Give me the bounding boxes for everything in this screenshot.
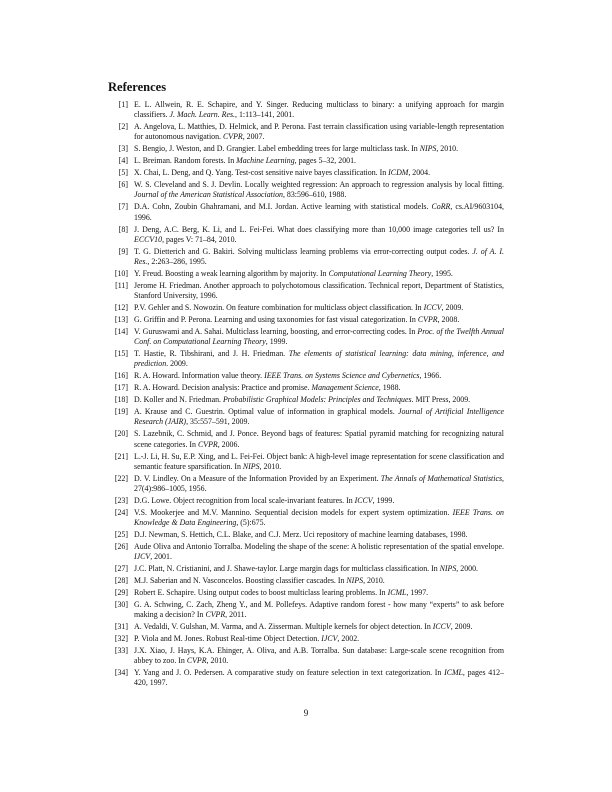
- reference-text: [134, 144, 504, 154]
- reference-segment: D. Koller and N. Friedman.: [134, 395, 223, 405]
- reference-number: [8]: [118, 224, 128, 234]
- reference-item: [108, 247, 504, 268]
- reference-segment: Aude Oliva and Antonio Torralba. Modeling the shape of the scene: A holistic representation of the spatial envelope.: [134, 541, 504, 551]
- reference-number: [21]: [114, 451, 128, 461]
- reference-segment: , cs.AI/9603104, 1996.: [134, 202, 504, 222]
- reference-segment: L.-J. Li, H. Su, E.P. Xing, and L. Fei-Fei. Object bank: A high-level image representation for scene classification and semantic feature sparsification. In: [134, 451, 504, 471]
- reference-venue: IEEE Trans. on Knowledge & Data Engineering: [134, 507, 504, 528]
- reference-number: [4]: [118, 156, 128, 166]
- reference-segment: G. Griffin and P. Perona. Learning and using taxonomies for fast visual categorization. In: [134, 315, 418, 324]
- reference-number: [9]: [118, 246, 128, 256]
- reference-number: [7]: [118, 202, 128, 212]
- reference-venue: CVPR: [417, 315, 438, 324]
- reference-text: [134, 371, 504, 381]
- reference-segment: , 2002.: [337, 634, 360, 644]
- reference-text: [134, 349, 504, 370]
- reference-segment: , 2:263–286, 1995.: [147, 257, 207, 266]
- reference-item: [108, 395, 504, 405]
- reference-venue: CVPR: [186, 656, 207, 666]
- reference-text: [134, 407, 504, 428]
- reference-text: [134, 247, 504, 268]
- reference-segment: , 2010.: [259, 461, 282, 471]
- reference-text: [134, 530, 504, 540]
- reference-segment: D.G. Lowe. Object recognition from local scale-invariant features. In: [134, 495, 355, 505]
- reference-item: [108, 371, 504, 381]
- reference-text: [134, 508, 504, 529]
- reference-venue: IJCV: [321, 634, 338, 644]
- reference-text: [134, 634, 504, 644]
- reference-segment: S. Lazebnik, C. Schmid, and J. Ponce. Beyond bags of features: Spatial pyramid matching for recognizing natural scene categories. In: [134, 429, 504, 449]
- reference-text: [134, 395, 504, 405]
- reference-number: [24]: [114, 507, 128, 517]
- reference-segment: T. Hastie, R. Tibshirani, and J. H. Friedman.: [134, 349, 289, 359]
- reference-segment: , 1988.: [378, 383, 401, 393]
- reference-number: [29]: [114, 588, 128, 597]
- reference-segment: W. S. Cleveland and S. J. Devlin. Locally weighted regression: An approach to regression analysis by local fitting.: [134, 180, 504, 190]
- reference-segment: , 2010.: [436, 144, 459, 154]
- reference-item: [108, 407, 504, 428]
- reference-segment: G. A. Schwing, C. Zach, Zheng Y., and M. Pollefeys. Adaptive random forest - how many “experts” to ask before making a decision? In: [134, 599, 504, 620]
- reference-segment: P.V. Gehler and S. Nowozin. On feature combination for multiclass object classification. In: [134, 303, 424, 313]
- reference-item: [108, 315, 504, 325]
- reference-number: [1]: [118, 100, 128, 109]
- reference-segment: , 2006.: [217, 439, 240, 449]
- reference-number: [18]: [114, 395, 128, 405]
- reference-number: [25]: [114, 530, 128, 539]
- reference-number: [22]: [114, 473, 128, 483]
- reference-segment: V. Guruswami and A. Sahai. Multiclass learning, boosting, and error-correcting codes. In: [134, 326, 418, 336]
- reference-item: [108, 225, 504, 246]
- reference-segment: Y. Freud. Boosting a weak learning algorithm by majority. In: [134, 268, 329, 278]
- reference-segment: Robert E. Schapire. Using output codes to boost multiclass learing problems. In: [134, 588, 388, 597]
- reference-segment: , 2011.: [225, 610, 247, 620]
- reference-text: [134, 168, 504, 178]
- reference-venue: CVPR: [197, 439, 218, 449]
- reference-number: [28]: [114, 576, 128, 586]
- reference-segment: , 2008.: [437, 315, 460, 324]
- reference-number: [13]: [114, 315, 128, 324]
- reference-text: [134, 383, 504, 393]
- reference-number: [20]: [114, 429, 128, 439]
- reference-item: [108, 349, 504, 370]
- reference-venue: ICCV: [354, 495, 373, 505]
- reference-item: [108, 622, 504, 632]
- reference-segment: T. G. Dietterich and G. Bakiri. Solving multiclass learning problems via error-correcting output codes.: [134, 246, 473, 256]
- reference-segment: R. A. Howard. Information value theory.: [134, 371, 265, 381]
- reference-number: [15]: [114, 349, 128, 359]
- reference-text: [134, 588, 504, 598]
- reference-segment: J.X. Xiao, J. Hays, K.A. Ehinger, A. Oliva, and A.B. Torralba. Sun database: Large-scale scene recognition from abbey to zoo. In: [134, 646, 504, 666]
- reference-item: [108, 564, 504, 574]
- reference-segment: A. Angelova, L. Matthies, D. Helmick, and P. Perona. Fast terrain classification using variable-length representation for autonomous navigation.: [134, 122, 504, 142]
- reference-number: [17]: [114, 383, 128, 393]
- reference-venue: CVPR: [205, 610, 226, 620]
- reference-item: [108, 508, 504, 529]
- reference-text: [134, 564, 504, 574]
- reference-venue: ICDM: [388, 168, 409, 178]
- reference-text: [134, 100, 504, 121]
- reference-venue: NIPS: [419, 144, 437, 154]
- reference-venue: IEEE Trans. on Systems Science and Cybernetics: [264, 371, 420, 381]
- reference-venue: Computational Learning Theory: [328, 268, 432, 278]
- reference-segment: , 2004.: [408, 168, 431, 178]
- reference-segment: , 1999.: [372, 495, 395, 505]
- reference-number: [10]: [114, 268, 128, 278]
- reference-venue: Proc. of the Twelfth Annual Conf. on Computational Learning Theory: [134, 326, 504, 347]
- reference-number: [3]: [118, 144, 128, 154]
- reference-segment: , 2007.: [242, 132, 265, 142]
- reference-venue: ICCV: [432, 622, 451, 632]
- reference-segment: D.J. Newman, S. Hettich, C.L. Blake, and C.J. Merz. Uci repository of machine learning databases, 1998.: [134, 530, 468, 539]
- reference-text: [134, 202, 504, 223]
- section-title: References: [108, 80, 167, 94]
- reference-segment: , 27(4):986–1005, 1956.: [134, 473, 504, 493]
- reference-venue: The Annals of Mathematical Statistics: [380, 473, 503, 483]
- reference-text: [134, 180, 504, 201]
- reference-venue: CoRR: [431, 202, 451, 212]
- reference-number: [11]: [115, 280, 128, 290]
- reference-segment: , pages V: 71–84, 2010.: [162, 234, 237, 244]
- reference-item: [108, 588, 504, 598]
- reference-item: [108, 496, 504, 506]
- reference-venue: Management Science: [311, 383, 379, 393]
- reference-item: [108, 668, 504, 689]
- reference-segment: , 1999.: [265, 337, 288, 347]
- reference-segment: , 2010.: [206, 656, 229, 666]
- reference-number: [27]: [114, 564, 128, 574]
- reference-number: [2]: [118, 122, 128, 132]
- reference-item: [108, 530, 504, 540]
- reference-segment: P. Viola and M. Jones. Robust Real-time Object Detection.: [134, 634, 322, 644]
- reference-item: [108, 122, 504, 143]
- reference-number: [16]: [114, 371, 128, 381]
- reference-venue: Probabilistic Graphical Models: Principles and Techniques: [222, 395, 412, 405]
- reference-segment: , 1:113–141, 2001.: [235, 110, 295, 120]
- reference-text: [134, 327, 504, 348]
- reference-item: [108, 327, 504, 348]
- reference-segment: D. V. Lindley. On a Measure of the Information Provided by an Experiment.: [134, 473, 381, 483]
- reference-segment: A. Vedaldi, V. Gulshan, M. Varma, and A. Zisserman. Multiple kernels for object detection. In: [134, 622, 433, 632]
- reference-venue: J. of A. I. Res.: [134, 246, 504, 266]
- reference-text: [134, 646, 504, 667]
- reference-segment: , 1966.: [419, 371, 442, 381]
- reference-segment: . MIT Press, 2009.: [411, 395, 471, 405]
- reference-text: [134, 576, 504, 586]
- reference-segment: Jerome H. Friedman. Another approach to polychotomous classification. Technical report, Department of Statistics, Stanford University, 1996.: [134, 280, 504, 301]
- reference-segment: S. Bengio, J. Weston, and D. Grangier. Label embedding trees for large multiclass task. In: [134, 144, 420, 154]
- reference-text: [134, 122, 504, 143]
- reference-venue: NIPS: [439, 564, 457, 574]
- reference-segment: , 2000.: [456, 564, 478, 574]
- reference-text: [134, 622, 504, 632]
- reference-segment: , 1995.: [431, 268, 453, 278]
- reference-segment: , 1997.: [406, 588, 429, 597]
- reference-number: [32]: [114, 634, 128, 644]
- reference-segment: , pages 412–420, 1997.: [134, 668, 505, 688]
- reference-item: [108, 269, 504, 279]
- reference-segment: , pages 5–32, 2001.: [294, 156, 357, 166]
- reference-segment: J.C. Platt, N. Cristianini, and J. Shawe-taylor. Large margin dags for multiclass classification. In: [134, 564, 440, 574]
- reference-item: [108, 600, 504, 621]
- reference-item: [108, 383, 504, 393]
- reference-venue: Machine Learning: [236, 156, 295, 166]
- reference-segment: E. L. Allwein, R. E. Schapire, and Y. Singer. Reducing multiclass to binary: a unifying approach for margin classifiers.: [134, 100, 504, 120]
- page-number: 9: [303, 708, 309, 718]
- reference-segment: , 2001.: [150, 552, 172, 562]
- reference-item: [108, 156, 504, 166]
- reference-item: [108, 202, 504, 223]
- reference-number: [23]: [114, 495, 128, 505]
- reference-text: [134, 600, 504, 621]
- reference-text: [134, 542, 504, 563]
- reference-venue: J. Mach. Learn. Res.: [169, 110, 236, 120]
- reference-item: [108, 168, 504, 178]
- reference-segment: L. Breiman. Random forests. In: [134, 156, 237, 166]
- reference-number: [33]: [114, 646, 128, 655]
- reference-text: [134, 225, 504, 246]
- reference-venue: ICML: [387, 588, 407, 597]
- reference-item: [108, 100, 504, 121]
- reference-item: [108, 542, 504, 563]
- reference-item: [108, 281, 504, 302]
- reference-item: [108, 303, 504, 313]
- reference-number: [30]: [114, 599, 128, 609]
- reference-text: [134, 269, 504, 279]
- reference-item: [108, 646, 504, 667]
- reference-segment: , 35:557–591, 2009.: [186, 417, 250, 427]
- reference-number: [5]: [118, 168, 128, 178]
- reference-number: [14]: [114, 326, 128, 336]
- reference-item: [108, 180, 504, 201]
- reference-number: [34]: [114, 668, 128, 678]
- reference-segment: V.S. Mookerjee and M.V. Mannino. Sequential decision models for expert system optimization.: [134, 507, 453, 517]
- reference-segment: R. A. Howard. Decision analysis: Practice and promise.: [134, 383, 312, 393]
- reference-text: [134, 474, 504, 495]
- reference-number: [19]: [114, 407, 128, 417]
- reference-number: [6]: [118, 180, 128, 190]
- reference-text: [134, 496, 504, 506]
- reference-number: [26]: [114, 541, 128, 551]
- reference-venue: Journal of Artificial Intelligence Research (JAIR): [134, 407, 504, 427]
- reference-venue: ICML: [444, 668, 463, 678]
- reference-text: [134, 303, 504, 313]
- reference-venue: ECCV10: [134, 234, 163, 244]
- reference-item: [108, 144, 504, 154]
- reference-text: [134, 668, 504, 689]
- reference-segment: , 83:596–610, 1988.: [282, 190, 347, 200]
- reference-venue: NIPS: [346, 576, 364, 586]
- reference-segment: , (5):675.: [236, 518, 266, 528]
- reference-venue: NIPS: [242, 461, 260, 471]
- reference-segment: . 2009.: [166, 359, 188, 369]
- reference-venue: CVPR: [222, 132, 243, 142]
- reference-segment: X. Chai, L. Deng, and Q. Yang. Test-cost sensitive naive bayes classification. In: [134, 168, 389, 178]
- reference-item: [108, 634, 504, 644]
- reference-number: [31]: [114, 622, 128, 632]
- reference-segment: D.A. Cohn, Zoubin Ghahramani, and M.I. Jordan. Active learning with statistical models.: [134, 202, 432, 212]
- reference-venue: IJCV: [134, 552, 151, 562]
- reference-venue: The elements of statistical learning: data mining, inference, and prediction: [134, 349, 504, 369]
- reference-segment: , 2010.: [363, 576, 385, 586]
- reference-text: [134, 156, 504, 166]
- reference-venue: Journal of the American Statistical Association: [134, 190, 283, 200]
- reference-text: [134, 315, 504, 325]
- reference-segment: J. Deng, A.C. Berg, K. Li, and L. Fei-Fei. What does classifying more than 10,000 image categories tell us? In: [134, 224, 504, 234]
- reference-item: [108, 452, 504, 473]
- reference-text: [134, 429, 504, 450]
- reference-text: [134, 452, 504, 473]
- reference-segment: Y. Yang and J. O. Pedersen. A comparative study on feature selection in text categorization. In: [134, 668, 445, 678]
- reference-list: [108, 100, 504, 690]
- reference-number: [12]: [114, 303, 128, 313]
- reference-item: [108, 474, 504, 495]
- reference-venue: ICCV: [423, 303, 442, 313]
- reference-item: [108, 429, 504, 450]
- reference-segment: , 2009.: [450, 622, 473, 632]
- reference-item: [108, 576, 504, 586]
- reference-text: [134, 281, 504, 302]
- reference-segment: , 2009.: [441, 303, 464, 313]
- reference-segment: M.J. Saberian and N. Vasconcelos. Boosting classifier cascades. In: [134, 576, 347, 586]
- reference-segment: A. Krause and C. Guestrin. Optimal value of information in graphical models.: [134, 407, 398, 417]
